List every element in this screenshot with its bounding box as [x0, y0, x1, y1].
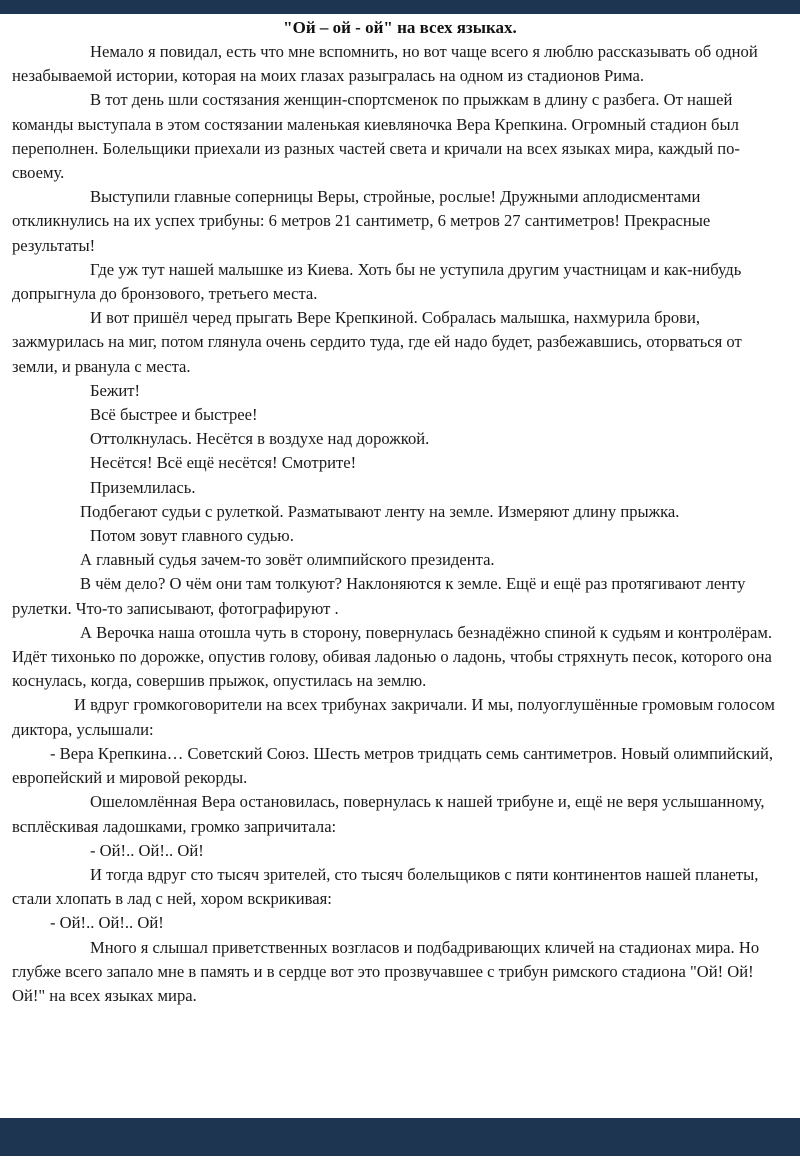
paragraph: Несётся! Всё ещё несётся! Смотрите! — [90, 453, 357, 473]
paragraph: Ошеломлённая Вера остановилась, повернулась к нашей трибуне и, ещё не веря услышанному, всплёскивая ладошками, громко запричитала: — [12, 792, 765, 836]
paragraph: Много я слышал приветственных возгласов и подбадривающих кличей на стадионах мира. Но глубже всего запало мне в память и в сердце вот это прозвучавшее с трибун римского стадиона "Ой! Ой! Ой!" на всех языках мира. — [12, 937, 760, 1005]
paragraph: Приземлилась. — [90, 477, 196, 497]
paragraph: А главный судья зачем-то зовёт олимпийского президента. — [80, 550, 495, 570]
paragraph: И тогда вдруг сто тысяч зрителей, сто тысяч болельщиков с пяти континентов нашей планеты, стали хлопать в лад с ней, хором вскрикивая: — [12, 864, 759, 909]
paragraph: И вот пришёл черед прыгать Вере Крепкиной. Собралась малышка, нахмурила брови, зажмурилась на миг, потом глянула очень сердито туда, где ей надо будет, разбежавшись, оторваться от земли, и рванула с места. — [12, 308, 742, 376]
top-border — [0, 0, 800, 14]
document-body — [12, 40, 790, 1008]
paragraph: В тот день шли состязания женщин-спортсменок по прыжкам в длину с разбега. От нашей команды выступала в этом состязании маленькая киевляночка Вера Крепкина. Огромный стадион был переполнен. Болельщики приехали из разных частей света и кричали на всех языках мира, каждый по-своему. — [12, 90, 740, 183]
paragraph: Выступили главные соперницы Веры, стройные, рослые! Дружными аплодисментами откликнулись на их успех трибуны: 6 метров 21 сантиметр, 6 метров 27 сантиметров! Прекрасные результаты! — [12, 187, 711, 255]
paragraph: - Ой!.. Ой!.. Ой! — [50, 913, 164, 933]
paragraph: Где уж тут нашей малышке из Киева. Хоть бы не уступила другим участницам и как-нибудь допрыгнула до бронзового, третьего места. — [12, 259, 742, 304]
paragraph: И вдруг громкоговорители на всех трибунах закричали. И мы, полуоглушённые громовым голосом диктора, услышали: — [12, 695, 775, 739]
bottom-border — [0, 1118, 800, 1156]
paragraph: - Ой!.. Ой!.. Ой! — [90, 840, 204, 860]
paragraph: А Верочка наша отошла чуть в сторону, повернулась безнадёжно спиной к судьям и контролёрам. Идёт тихонько по дорожке, опустив голову, обивая ладонью о ладонь, чтобы стряхнуть песок, которого она коснулась, когда, совершив прыжок, опустилась на землю. — [12, 622, 772, 691]
document-title: "Ой – ой - ой" на всех языках. — [283, 18, 517, 37]
paragraph: Оттолкнулась. Несётся в воздухе над дорожкой. — [90, 429, 430, 449]
paragraph: - Вера Крепкина… Советский Союз. Шесть метров тридцать семь сантиметров. Новый олимпийский, европейский и мировой рекорды. — [12, 743, 774, 788]
paragraph: Подбегают судьи с рулеткой. Разматывают ленту на земле. Измеряют длину прыжка. — [80, 501, 680, 521]
paragraph: Потом зовут главного судью. — [90, 526, 294, 546]
paragraph: В чём дело? О чём они там толкуют? Наклоняются к земле. Ещё и ещё раз протягивают ленту рулетки. Что-то записывают, фотографируют . — [12, 574, 746, 618]
paragraph: Всё быстрее и быстрее! — [90, 405, 258, 425]
paragraph: Немало я повидал, есть что мне вспомнить, но вот чаще всего я люблю рассказывать об одной незабываемой истории, которая на моих глазах разыгралась на одном из стадионов Рима. — [12, 42, 758, 86]
paragraph: Бежит! — [90, 380, 141, 400]
